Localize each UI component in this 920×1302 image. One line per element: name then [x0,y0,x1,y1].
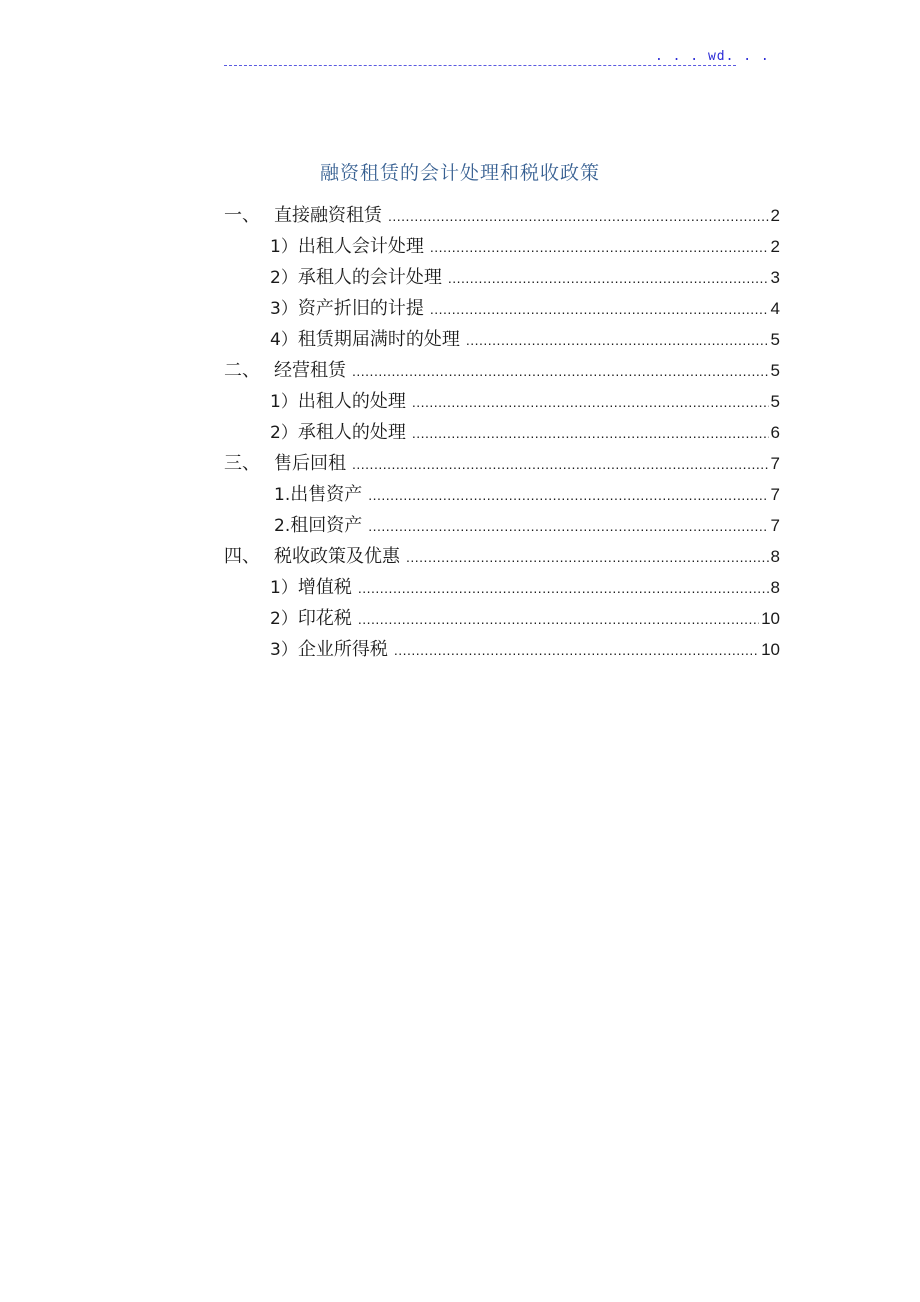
toc-entry-title: 直接融资租赁 [274,205,382,226]
toc-entry-page-number: 10 [761,609,780,628]
toc-entry-page-number: 10 [761,640,780,659]
toc-entry[interactable] [224,386,780,417]
toc-entry-number: 2） [270,268,298,288]
toc-dot-leader [368,511,768,542]
toc-entry-page-number: 2 [770,206,780,225]
toc-entry-page-number: 5 [770,392,780,411]
toc-entry[interactable] [224,324,780,355]
toc-entry-page-number: 5 [770,330,780,349]
toc-entry[interactable] [224,417,780,448]
toc-entry-number: 3） [270,299,298,319]
toc-entry-number: 二、 [224,360,260,381]
document-title: 融资租赁的会计处理和税收政策 [319,162,600,184]
toc-entry[interactable] [224,355,780,386]
toc-entry-page-number: 3 [770,268,780,287]
toc-dot-leader [406,542,769,573]
toc-entry-page-number: 7 [770,485,780,504]
toc-entry-number: 2. [274,516,291,536]
toc-dot-leader [358,604,759,635]
toc-entry-number: 1） [270,237,298,257]
toc-entry-number: 1） [270,392,298,412]
toc-entry-title: 印花税 [297,608,352,629]
toc-entry-page-number: 5 [770,361,780,380]
toc-entry[interactable] [224,262,780,293]
toc-entry-title: 出租人会计处理 [297,236,424,257]
toc-entry-number: 2） [270,609,298,629]
toc-entry[interactable] [224,293,780,324]
toc-entry[interactable] [224,231,780,262]
toc-entry-title: 租回资产 [290,515,363,536]
toc-dot-leader [394,635,759,666]
toc-entry-page-number: 4 [770,299,780,318]
toc-dot-leader [352,356,769,387]
toc-entry-title: 税收政策及优惠 [274,546,400,567]
toc-dot-leader [466,325,769,356]
toc-entry-title: 企业所得税 [297,639,388,660]
toc-dot-leader [358,573,769,604]
toc-dot-leader [430,294,769,325]
toc-entry-page-number: 8 [770,578,780,597]
toc-entry-title: 租赁期届满时的处理 [297,329,460,350]
toc-entry-number: 3） [270,640,298,660]
toc-entry-title: 售后回租 [274,453,346,474]
toc-entry-number: 四、 [224,546,260,567]
toc-entry[interactable] [224,510,780,541]
toc-entry-page-number: 7 [770,454,780,473]
toc-entry-page-number: 7 [770,516,780,535]
toc-entry-title: 出租人的处理 [297,391,406,412]
toc-dot-leader [448,263,769,294]
toc-entry-number: 三、 [224,453,260,474]
toc-entry-number: 1） [270,578,298,598]
toc-dot-leader [388,201,769,232]
toc-entry[interactable] [224,603,780,634]
toc-entry-title: 承租人的会计处理 [297,267,442,288]
toc-entry-title: 出售资产 [290,484,363,505]
toc-entry[interactable] [224,634,780,665]
toc-entry-number: 1. [274,485,291,505]
table-of-contents [224,200,780,665]
toc-dot-leader [412,418,769,449]
toc-entry-title: 承租人的处理 [297,422,406,443]
toc-dot-leader [352,449,769,480]
toc-entry-title: 资产折旧的计提 [297,298,424,319]
toc-entry[interactable] [224,200,780,231]
header-mark: . . . wd. . . [655,49,770,64]
toc-entry-number: 4） [270,330,298,350]
toc-entry[interactable] [224,572,780,603]
toc-dot-leader [430,232,769,263]
toc-entry[interactable] [224,479,780,510]
toc-dot-leader [412,387,769,418]
toc-entry-title: 增值税 [297,577,352,598]
toc-entry-number: 一、 [224,205,260,226]
toc-entry-page-number: 6 [770,423,780,442]
toc-entry-page-number: 8 [770,547,780,566]
toc-entry-number: 2） [270,423,298,443]
header-dashed-rule [224,65,736,66]
toc-entry-page-number: 2 [770,237,780,256]
toc-entry-title: 经营租赁 [274,360,346,381]
toc-dot-leader [368,480,768,511]
toc-entry[interactable] [224,448,780,479]
toc-entry[interactable] [224,541,780,572]
